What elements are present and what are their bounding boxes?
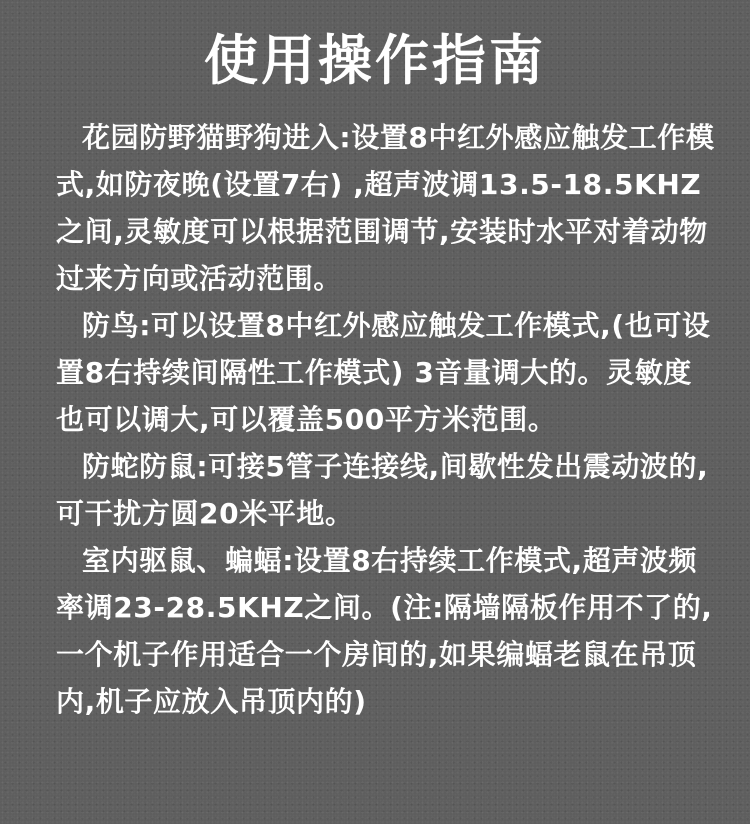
instruction-body xyxy=(56,114,716,725)
paragraph-birds: 防鸟:可以设置8中红外感应触发工作模式,(也可设置8右持续间隔性工作模式) 3音量调大的。灵敏度也可以调大,可以覆盖500平方米范围。 xyxy=(56,309,711,436)
paragraph-indoor-rodents-bats: 室内驱鼠、蝙蝠:设置8右持续工作模式,超声波频率调23-28.5KHZ之间。(注:隔墙隔板作用不了的,一个机子作用适合一个房间的,如果编蝠老鼠在吊顶内,机子应放入吊顶内的) xyxy=(56,544,713,718)
paragraph-snakes-mice: 防蛇防鼠:可接5管子连接线,间歇性发出震动波的,可干扰方圆20米平地。 xyxy=(56,450,709,530)
page-title: 使用操作指南 xyxy=(204,29,546,92)
paragraph-garden-animals: 花园防野猫野狗进入:设置8中红外感应触发工作模式,如防夜晚(设置7右) ,超声波调13.5-18.5KHZ之间,灵敏度可以根据范围调节,安装时水平对着动物过来方向或活动范围。 xyxy=(56,121,715,295)
